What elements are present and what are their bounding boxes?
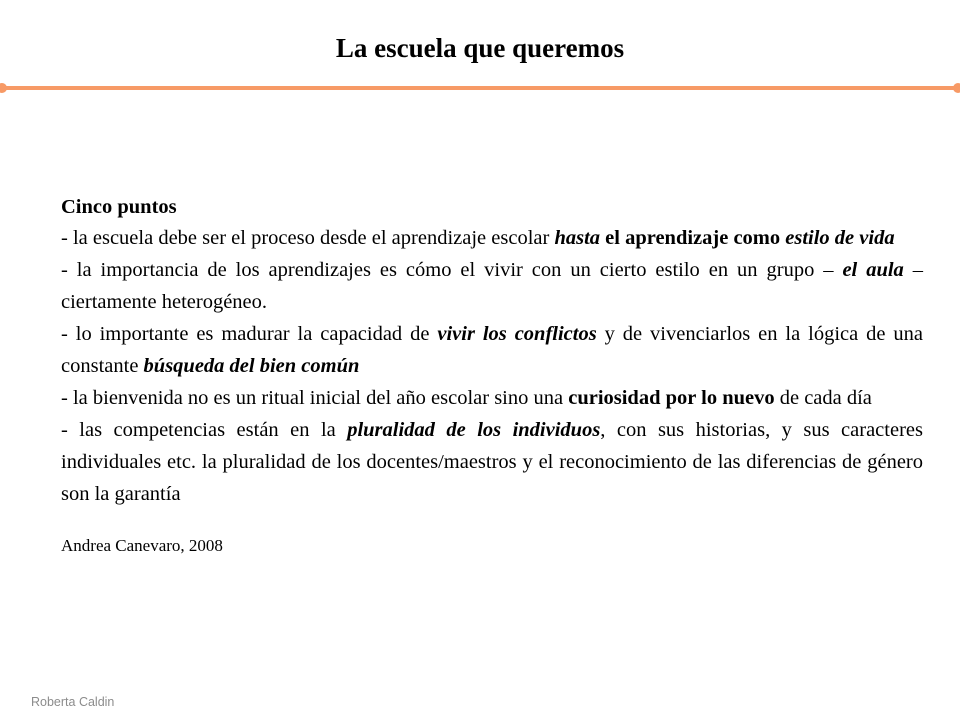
point-text-run: curiosidad por lo nuevo	[568, 387, 775, 409]
point-text-run: vivir los conflictos	[437, 323, 597, 345]
point-text-run: el aula	[842, 259, 904, 281]
footer-credit: Roberta Caldin	[31, 695, 115, 709]
section-heading: Cinco puntos	[61, 196, 177, 218]
author-citation: Andrea Canevaro, 2008	[61, 536, 223, 555]
point-text-run: , con sus historias, y sus caracteres individuales etc. la pluralidad de los docentes/maestros y el reconocimiento de las diferencias de género son la garantía	[61, 419, 923, 505]
point-item	[61, 222, 923, 254]
point-item	[61, 414, 923, 510]
point-text-run: pluralidad de los individuos	[347, 419, 601, 441]
point-text-run: hasta	[554, 227, 601, 249]
point-text-run: estilo de vida	[785, 227, 895, 249]
point-text-run: - lo importante es madurar la capacidad de	[61, 323, 438, 345]
slide-body	[61, 192, 923, 558]
point-text-run: - las competencias están en la	[61, 419, 348, 441]
divider-right-dot	[953, 83, 960, 93]
point-item	[61, 318, 923, 382]
point-text-run: de cada día	[774, 387, 872, 409]
point-text-run: – ciertamente heterogéneo.	[61, 259, 923, 313]
slide-title: La escuela que queremos	[335, 33, 625, 63]
point-text-run: y de vivenciarlos en la lógica de una constante	[61, 323, 924, 377]
point-text-run: - la escuela debe ser el proceso desde el aprendizaje escolar	[61, 227, 555, 249]
point-item	[61, 382, 923, 414]
point-text-run: el aprendizaje como	[605, 227, 781, 249]
point-text-run: - la bienvenida no es un ritual inicial del año escolar sino una	[61, 387, 569, 409]
point-text-run: búsqueda del bien común	[143, 355, 360, 377]
points-list	[61, 222, 923, 510]
point-text-run: - la importancia de los aprendizajes es cómo el vivir con un cierto estilo en un grupo –	[61, 259, 843, 281]
point-item	[61, 254, 923, 318]
title-divider	[4, 86, 956, 90]
divider-left-dot	[0, 83, 7, 93]
